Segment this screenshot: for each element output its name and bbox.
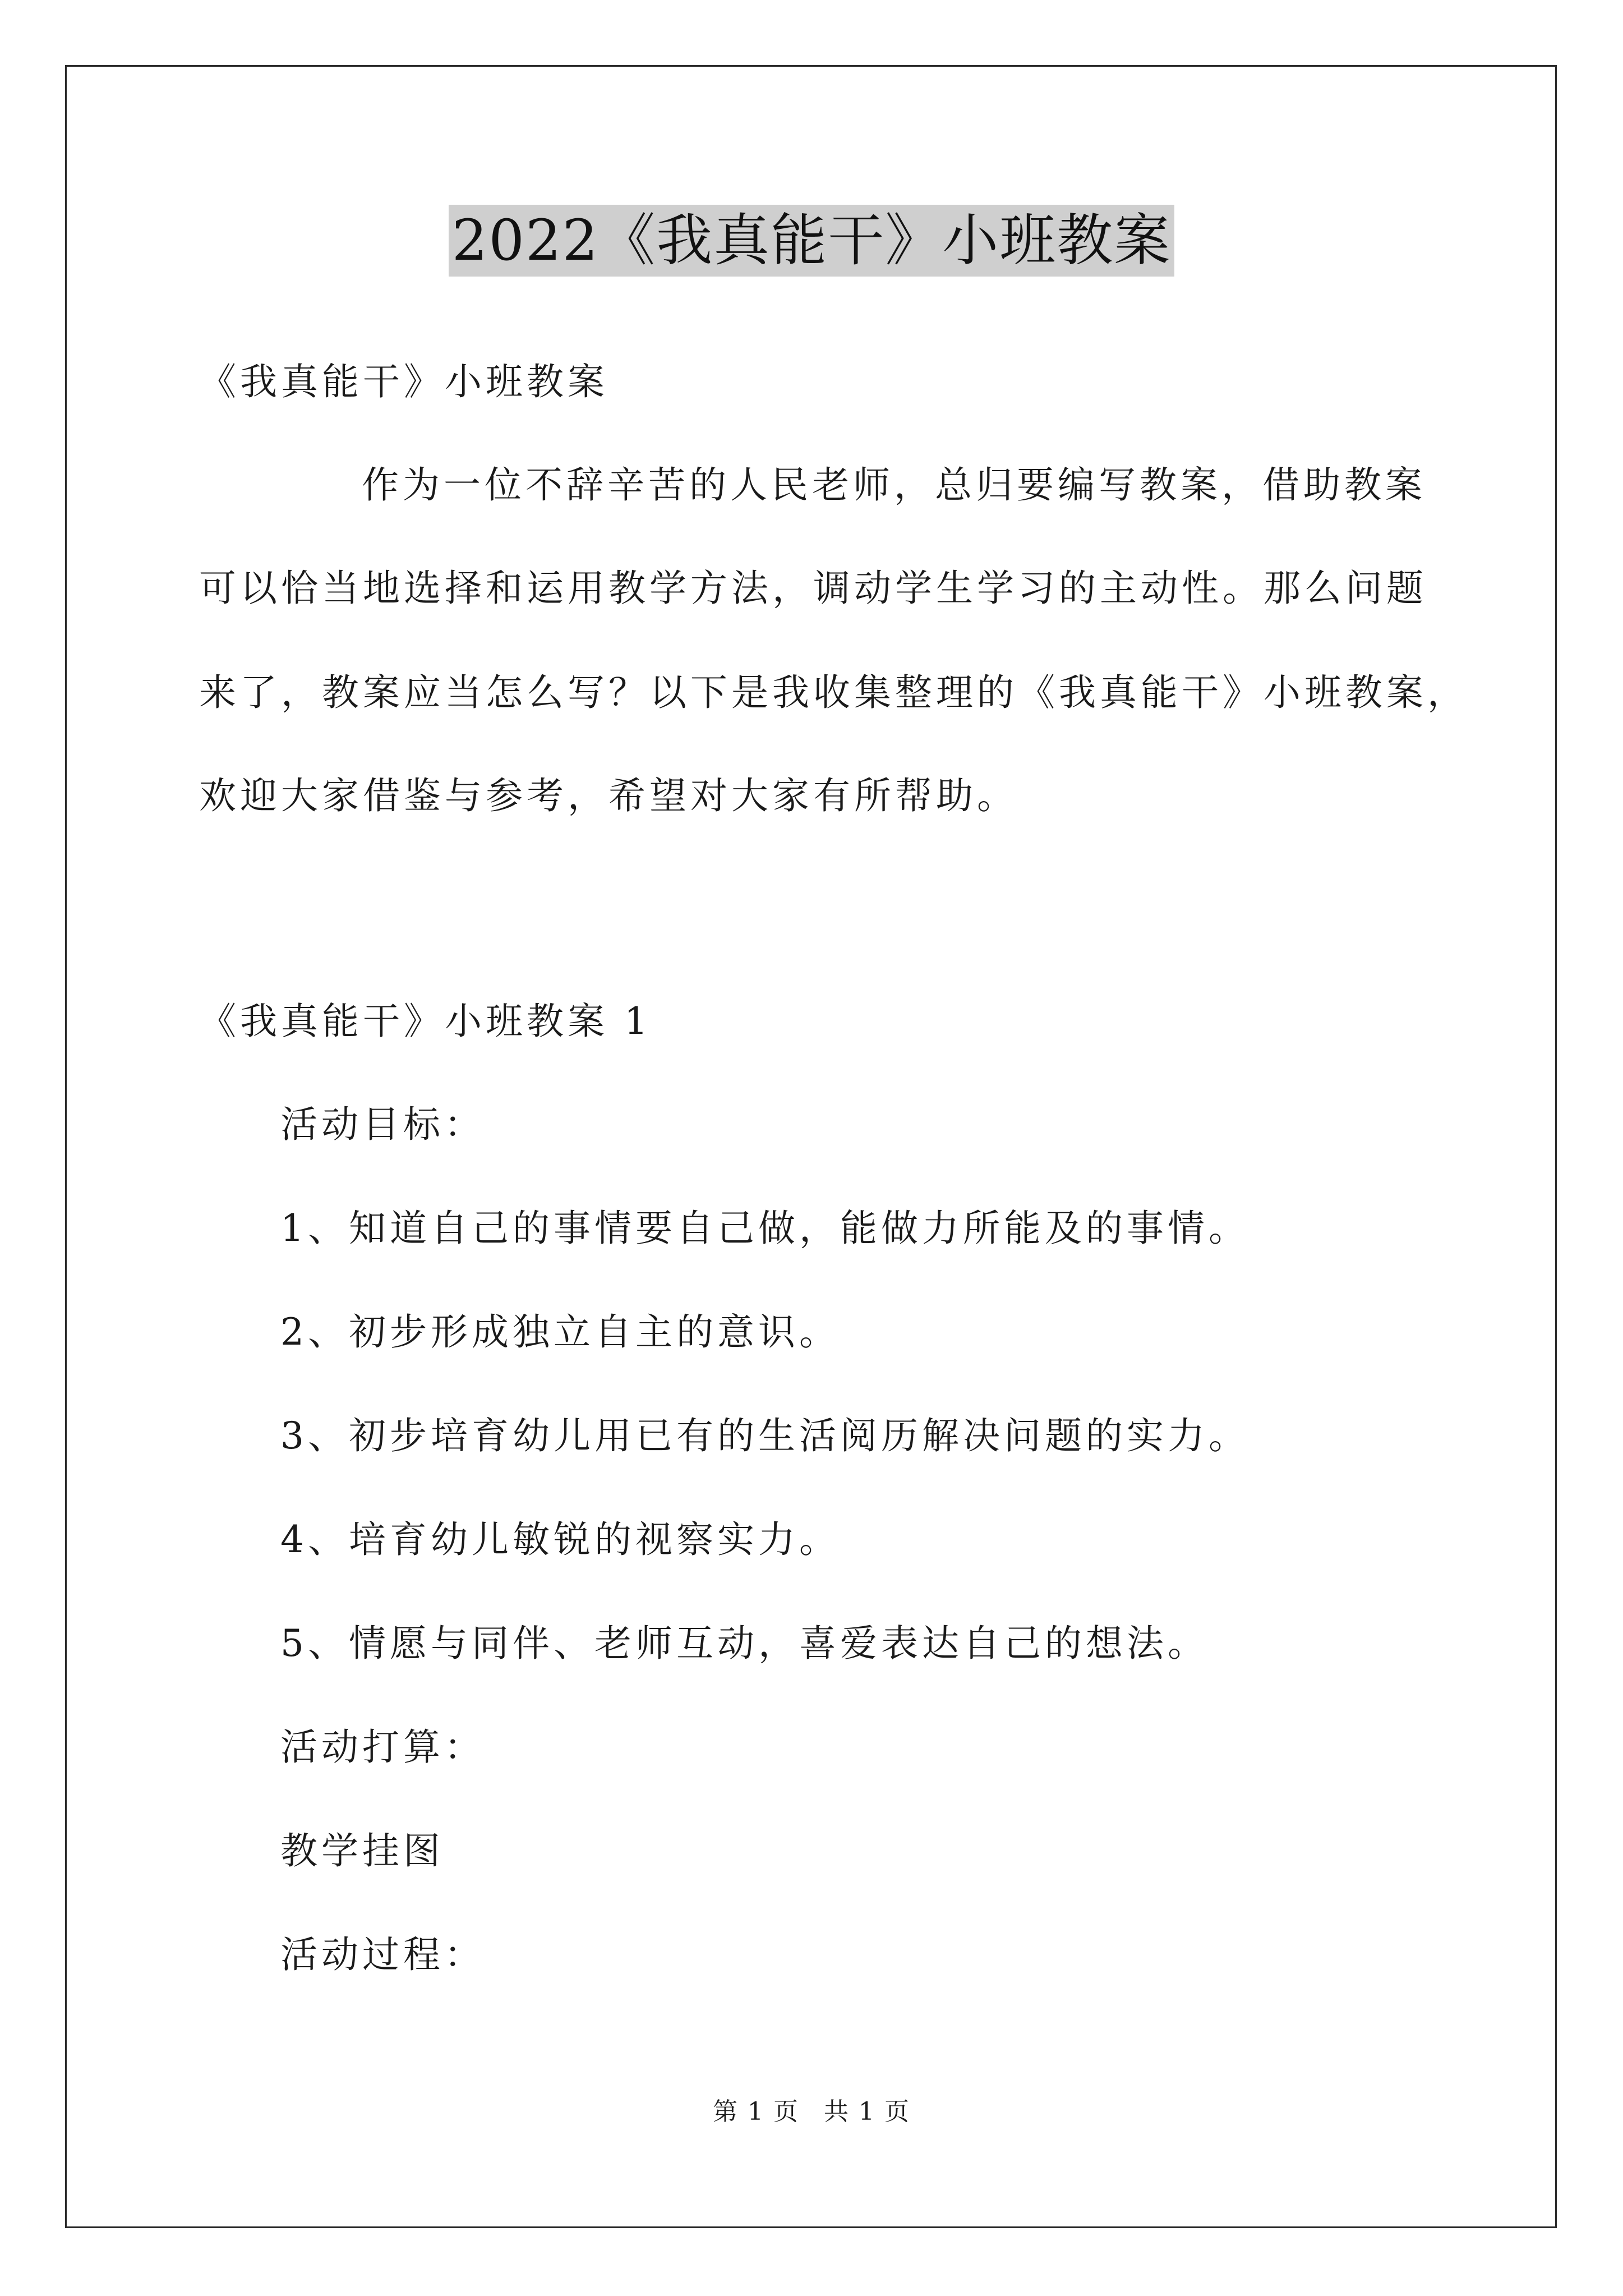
goal-item-3: 3、初步培育幼儿用已有的生活阅历解决问题的实力。 — [280, 1414, 1249, 1457]
section-heading: 《我真能干》小班教案 1 — [199, 1000, 652, 1043]
page-footer — [0, 2095, 1623, 2129]
goal-item-5: 5、情愿与同伴、老师互动，喜爱表达自己的想法。 — [280, 1622, 1209, 1665]
goal-item-4: 4、培育幼儿敏锐的视察实力。 — [280, 1518, 840, 1561]
prep-item: 教学挂图 — [280, 1829, 444, 1872]
intro-line-2: 可以恰当地选择和运用教学方法，调动学生学习的主动性。那么问题 — [199, 567, 1427, 610]
intro-line-1: 作为一位不辞辛苦的人民老师，总归要编写教案，借助教案 — [362, 463, 1426, 507]
document-subtitle: 《我真能干》小班教案 — [199, 360, 608, 403]
process-label: 活动过程： — [280, 1933, 485, 1976]
page-number-current: 第 1 页 — [713, 2097, 799, 2126]
prep-label: 活动打算： — [280, 1726, 485, 1769]
title-container — [0, 205, 1623, 277]
page-number-total: 共 1 页 — [824, 2097, 910, 2126]
goals-label: 活动目标： — [280, 1103, 485, 1146]
goal-item-2: 2、初步形成独立自主的意识。 — [280, 1310, 840, 1354]
document-title: 2022《我真能干》小班教案 — [449, 205, 1175, 277]
intro-line-3: 来了，教案应当怎么写？以下是我收集整理的《我真能干》小班教案， — [199, 671, 1468, 714]
goal-item-1: 1、知道自己的事情要自己做，能做力所能及的事情。 — [280, 1207, 1249, 1250]
intro-line-4: 欢迎大家借鉴与参考，希望对大家有所帮助。 — [199, 774, 1018, 817]
